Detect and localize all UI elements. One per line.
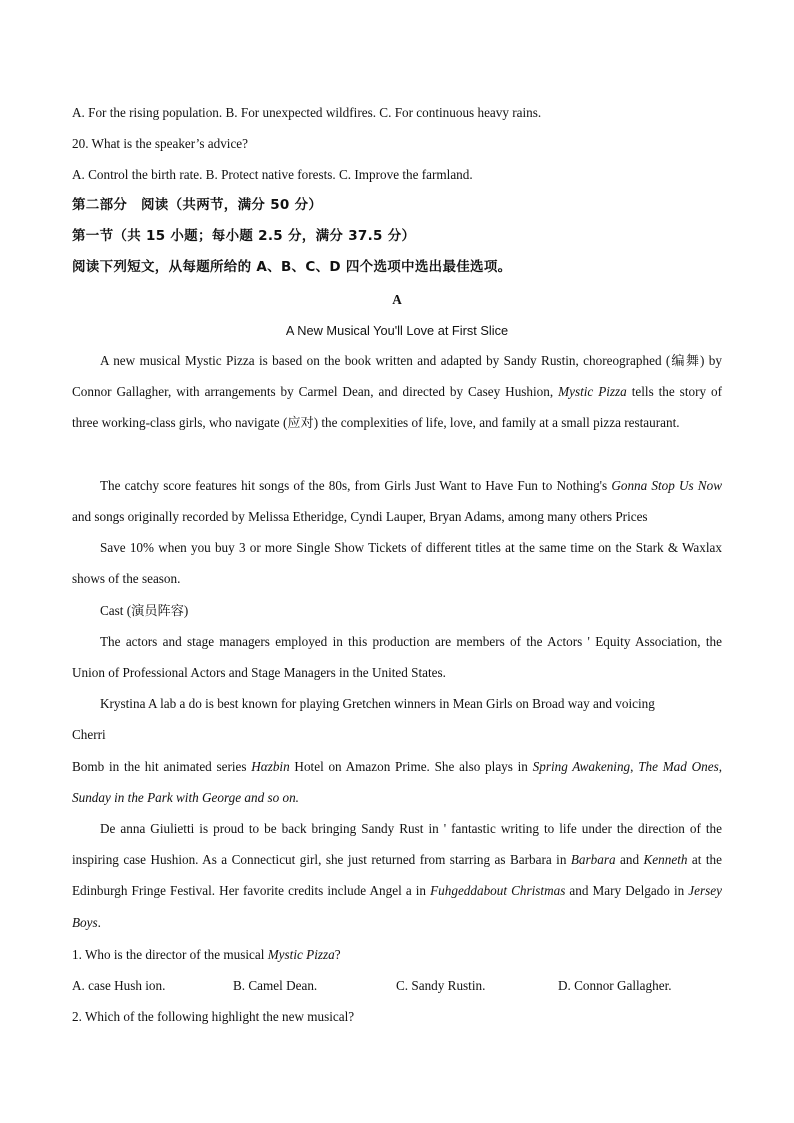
q1-option-b: B. Camel Dean. [233,978,318,993]
q20-stem: 20. What is the speaker’s advice? [72,136,249,151]
paragraph-3: Save 10% when you buy 3 or more Single Show Tickets of different titles at the same time on the Stark & Waxlax shows of the season. [72,540,722,587]
paragraph-6: Krystina A lab a do is best known for playing Gretchen winners in Mean Girls on Broad way and voicing Cherri [72,696,655,743]
q1-option-a: A. case Hush ion. [72,978,166,993]
q20-options: A. Control the birth rate. B. Protect native forests. C. Improve the farmland. [72,167,473,182]
paragraph-5: The actors and stage managers employed in this production are members of the Actors ' Equity Association, the Union of Professional Actors and Stage Managers in the United States. [72,634,722,681]
paragraph-4: Cast (演员阵容) [100,603,189,618]
q1-stem: 1. Who is the director of the musical Mystic Pizza? [72,947,341,962]
section1-heading: 第一节（共 15 小题；每小题 2.5 分，满分 37.5 分） [72,228,416,244]
passage-title: A New Musical You'll Love at First Slice [285,323,509,338]
paragraph-8: De anna Giulietti is proud to be back bringing Sandy Rust in ' fantastic writing to life under the direction of the inspiring case Hushion. As a Connecticut girl, she just returned from starring as Barbara in Barbara and Kenneth at the Edinburgh Fringe Festival. Her favorite credits include Angel a in Fuhgeddabout Christmas and Mary Delgado in Jersey Boys. [72,821,722,930]
passage-letter: A [392,292,402,307]
q1-option-c: C. Sandy Rustin. [396,978,486,993]
instruction: 阅读下列短文，从每题所给的 A、B、C、D 四个选项中选出最佳选项。 [72,259,512,275]
q1-option-d: D. Connor Gallagher. [558,978,672,993]
q2-stem: 2. Which of the following highlight the new musical? [72,1009,355,1024]
paragraph-7: Bomb in the hit animated series Hαzbin Hotel on Amazon Prime. She also plays in Spring Awakening, The Mad Ones, Sunday in the Park with George and so on. [72,759,722,806]
paragraph-1: A new musical Mystic Pizza is based on the book written and adapted by Sandy Rustin, choreographed (编舞) by Connor Gallagher, with arrangements by Carmel Dean, and directed by Casey Hushion, Mystic Pizza tells the story of three working-class girls, who navigate (应对) the complexities of life, love, and family at a small pizza restaurant. [72,353,722,431]
part2-heading: 第二部分 阅读（共两节，满分 50 分） [72,197,323,213]
paragraph-2: The catchy score features hit songs of the 80s, from Girls Just Want to Have Fun to Nothing's Gonna Stop Us Now and songs originally recorded by Melissa Etheridge, Cyndi Lauper, Bryan Adams, among many others Prices [72,478,722,525]
q19-options: A. For the rising population. B. For unexpected wildfires. C. For continuous heavy rains. [72,105,542,120]
